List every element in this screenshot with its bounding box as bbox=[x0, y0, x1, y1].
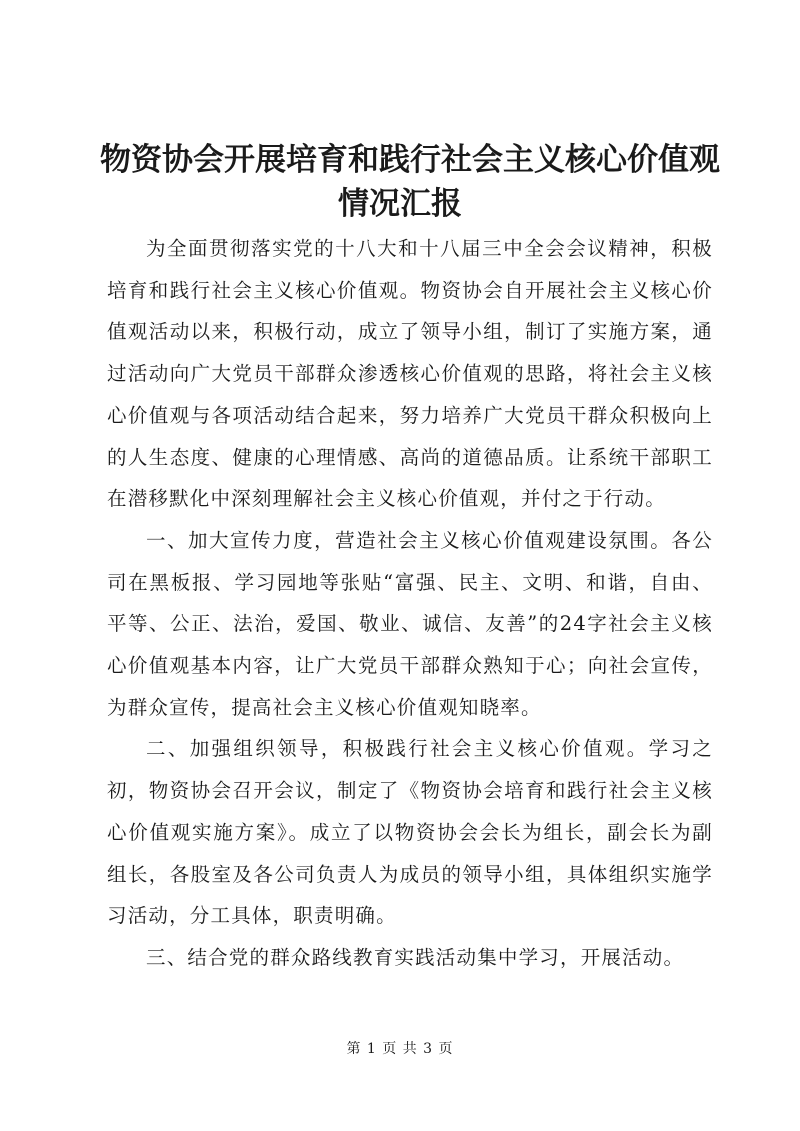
paragraph-intro: 为全面贯彻落实党的十八大和十八届三中全会会议精神，积极培育和践行社会主义核心价值观。物资协会自开展社会主义核心价值观活动以来，积极行动，成立了领导小组，制订了实施方案，通过活动向广大党员干部群众渗透核心价值观的思路，将社会主义核心价值观与各项活动结合起来，努力培养广大党员干群众积极向上的人生态度、健康的心理情感、高尚的道德品质。让系统干部职工在潜移默化中深刻理解社会主义核心价值观，并付之于行动。 bbox=[107, 237, 713, 511]
document-title bbox=[100, 138, 720, 226]
paragraph-section-2: 二、加强组织领导，积极践行社会主义核心价值观。学习之初，物资协会召开会议，制定了《物资协会培育和践行社会主义核心价值观实施方案》。成立了以物资协会会长为组长，副会长为副组长，各股室及各公司负责人为成员的领导小组，具体组织实施学习活动，分工具体，职责明确。 bbox=[107, 737, 713, 928]
title-line-1: 物资协会开展培育和践行社会主义核心价值观 bbox=[100, 142, 720, 178]
paragraph-section-1: 一、加大宣传力度，营造社会主义核心价值观建设氛围。各公司在黑板报、学习园地等张贴“富强、民主、文明、和谐，自由、平等、公正、法治，爱国、敬业、诚信、友善”的24字社会主义核心价值观基本内容，让广大党员干部群众熟知于心；向社会宣传，为群众宣传，提高社会主义核心价值观知晓率。 bbox=[107, 528, 713, 719]
title-line-2: 情况汇报 bbox=[338, 186, 462, 222]
page-footer: 第 1 页 共 3 页 bbox=[346, 1041, 454, 1057]
paragraph-section-3: 三、结合党的群众路线教育实践活动集中学习，开展活动。 bbox=[146, 945, 685, 969]
document-body bbox=[107, 228, 713, 979]
